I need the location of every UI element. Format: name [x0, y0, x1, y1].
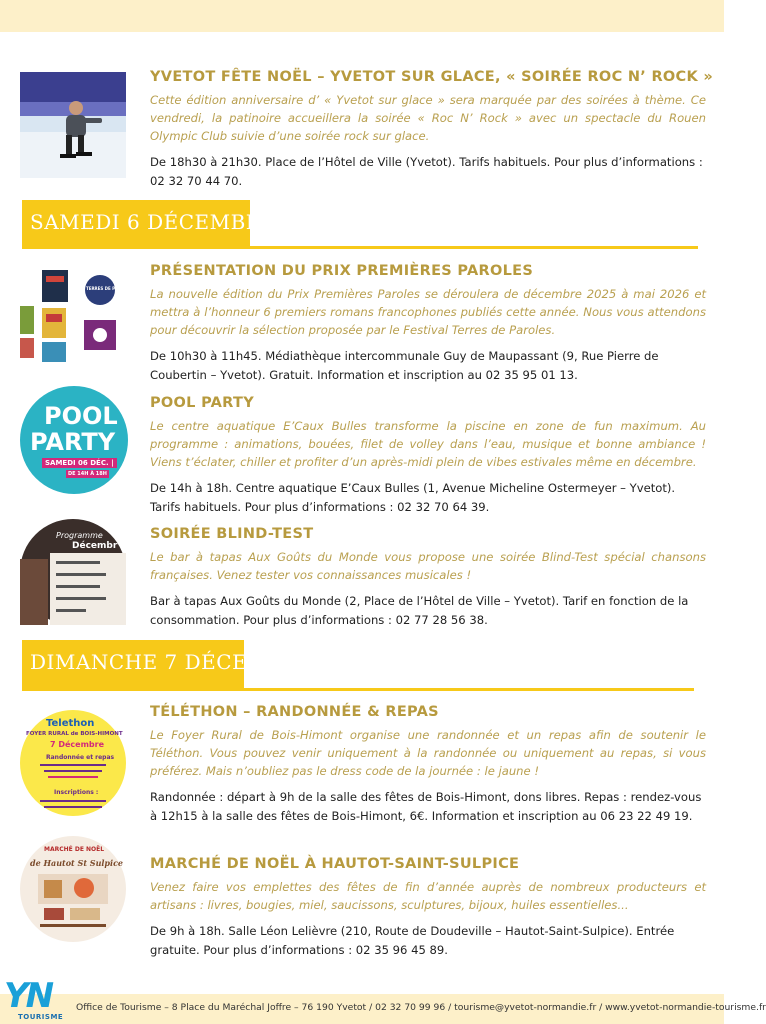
- event-title: TÉLÉTHON – RANDONNÉE & REPAS: [150, 704, 439, 720]
- event-title: SOIRÉE BLIND-TEST: [150, 526, 314, 542]
- event-info: De 14h à 18h. Centre aquatique E’Caux Bulles (1, Avenue Micheline Ostermeyer – Yvetot). Tarifs habituels. Pour plus d’informations : 02 32 70 64 39.: [150, 481, 676, 514]
- event-info: Randonnée : départ à 9h de la salle des fêtes de Bois-Himont, dons libres. Repas : rendez-vous à 12h15 à la salle des fêtes de Bois-Himont, 6€. Information et inscription au 06 23 22 49 19.: [150, 790, 702, 823]
- thumb-caption: POOL: [44, 402, 118, 430]
- pool-party-poster: [20, 386, 128, 494]
- logo-letters: YN: [4, 976, 52, 1016]
- event-description: Le centre aquatique E’Caux Bulles transforme la piscine en zone de fun maximum. Au programme : animations, bouées, filet de volley dans l’eau, musique et bonne ambiance ! Viens t’éclater, chiller et profiter d’un après-midi plein de vibes estivales même en décembre.: [150, 419, 706, 469]
- day-label: DIMANCHE 7 DÉCEMBRE: [30, 650, 315, 674]
- thumb-caption: DE 14H À 18H: [68, 471, 107, 477]
- day-banner-sunday: [22, 640, 315, 688]
- logo-word: TOURISME: [18, 1013, 64, 1021]
- thumb-caption: MARCHÉ DE NOËL: [44, 846, 105, 853]
- event-description: Le bar à tapas Aux Goûts du Monde vous propose une soirée Blind-Test spécial chansons françaises. Venez tester vos connaissances musicales !: [150, 550, 706, 582]
- day-divider: [22, 688, 694, 691]
- thumb-caption: Randonnée et repas: [46, 754, 115, 761]
- top-band: [0, 0, 724, 32]
- day-banner-saturday: [22, 200, 277, 248]
- tourism-logo: [4, 976, 74, 1024]
- event-title: POOL PARTY: [150, 395, 254, 411]
- event-description: Le Foyer Rural de Bois-Himont organise une randonnée et un repas afin de soutenir le Téléthon. Vous pouvez venir uniquement à la randonnée ou uniquement au repas, si vous préférez. Mais n’oubliez pas le dress code de la journée : le jaune !: [150, 728, 706, 778]
- thumb-caption: 7 Décembre: [50, 740, 105, 749]
- day-label: SAMEDI 6 DÉCEMBRE: [30, 210, 277, 234]
- event-info: Bar à tapas Aux Goûts du Monde (2, Place de l’Hôtel de Ville – Yvetot). Tarif en fonction de la consommation. Pour plus d’informations : 02 77 28 56 38.: [150, 594, 689, 627]
- event-title: YVETOT FÊTE NOËL – YVETOT SUR GLACE, « SOIRÉE ROC N’ ROCK »: [150, 69, 714, 85]
- thumb-caption: SAMEDI 06 DÉC. |: [42, 458, 117, 468]
- thumb-caption: Programme: [56, 531, 103, 540]
- event-info: De 18h30 à 21h30. Place de l’Hôtel de Ville (Yvetot). Tarifs habituels. Pour plus d’informations : 02 32 70 44 70.: [150, 155, 703, 188]
- footer-contact: Office de Tourisme – 8 Place du Maréchal Joffre – 76 190 Yvetot / 02 32 70 99 96 / tourisme@yvetot-normandie.fr / www.yvetot-normandie-tourisme.fr: [76, 1002, 766, 1013]
- event-description: La nouvelle édition du Prix Premières Paroles se déroulera de décembre 2025 à mai 2026 et mettra à l’honneur 6 premiers romans francophones publiés cette année. Nous vous attendons pour découvrir la sélection proposée par le Festival Terres de Paroles.: [150, 287, 706, 337]
- day-divider: [22, 246, 698, 249]
- book-covers-collage: [20, 262, 133, 366]
- event-title: MARCHÉ DE NOËL À HAUTOT-SAINT-SULPICE: [150, 856, 520, 872]
- event-description: Cette édition anniversaire d’ « Yvetot sur glace » sera marquée par des soirées à thème. Ce vendredi, la patinoire accueillera la soirée « Roc N’ Rock » avec un spectacle du Rouen Olympic Club suivie d’une soirée rock sur glace.: [150, 93, 706, 143]
- thumb-caption: PARTY: [30, 428, 116, 456]
- thumb-caption: FOYER RURAL de BOIS-HIMONT: [26, 731, 123, 737]
- thumb-caption: de Hautot St Sulpice: [30, 858, 124, 868]
- thumb-caption: Inscriptions :: [54, 789, 99, 796]
- christmas-market-flyer: [20, 836, 126, 942]
- thumb-caption: Telethon: [46, 718, 95, 729]
- event-description: Venez faire vos emplettes des fêtes de fin d’année auprès de nombreux producteurs et artisans : livres, bougies, miel, saucissons, sculptures, bijoux, huiles essentielles...: [150, 880, 706, 912]
- event-info: De 9h à 18h. Salle Léon Lelièvre (210, Route de Doudeville – Hautot-Saint-Sulpice). Entrée gratuite. Pour plus d’informations : 02 35 96 45 89.: [150, 924, 675, 957]
- thumb-caption: TERRES DE PAROLES: [86, 286, 133, 291]
- bar-program-flyer: [20, 519, 126, 625]
- event-info: De 10h30 à 11h45. Médiathèque intercommunale Guy de Maupassant (9, Rue Pierre de Coubertin – Yvetot). Gratuit. Information et inscription au 02 35 95 01 13.: [150, 349, 659, 382]
- thumb-caption: Décembr: [72, 541, 118, 551]
- footer-bar: [0, 994, 766, 1024]
- ice-skating-photo: [20, 72, 126, 178]
- telethon-flyer: [20, 710, 126, 816]
- event-title: PRÉSENTATION DU PRIX PREMIÈRES PAROLES: [150, 263, 534, 279]
